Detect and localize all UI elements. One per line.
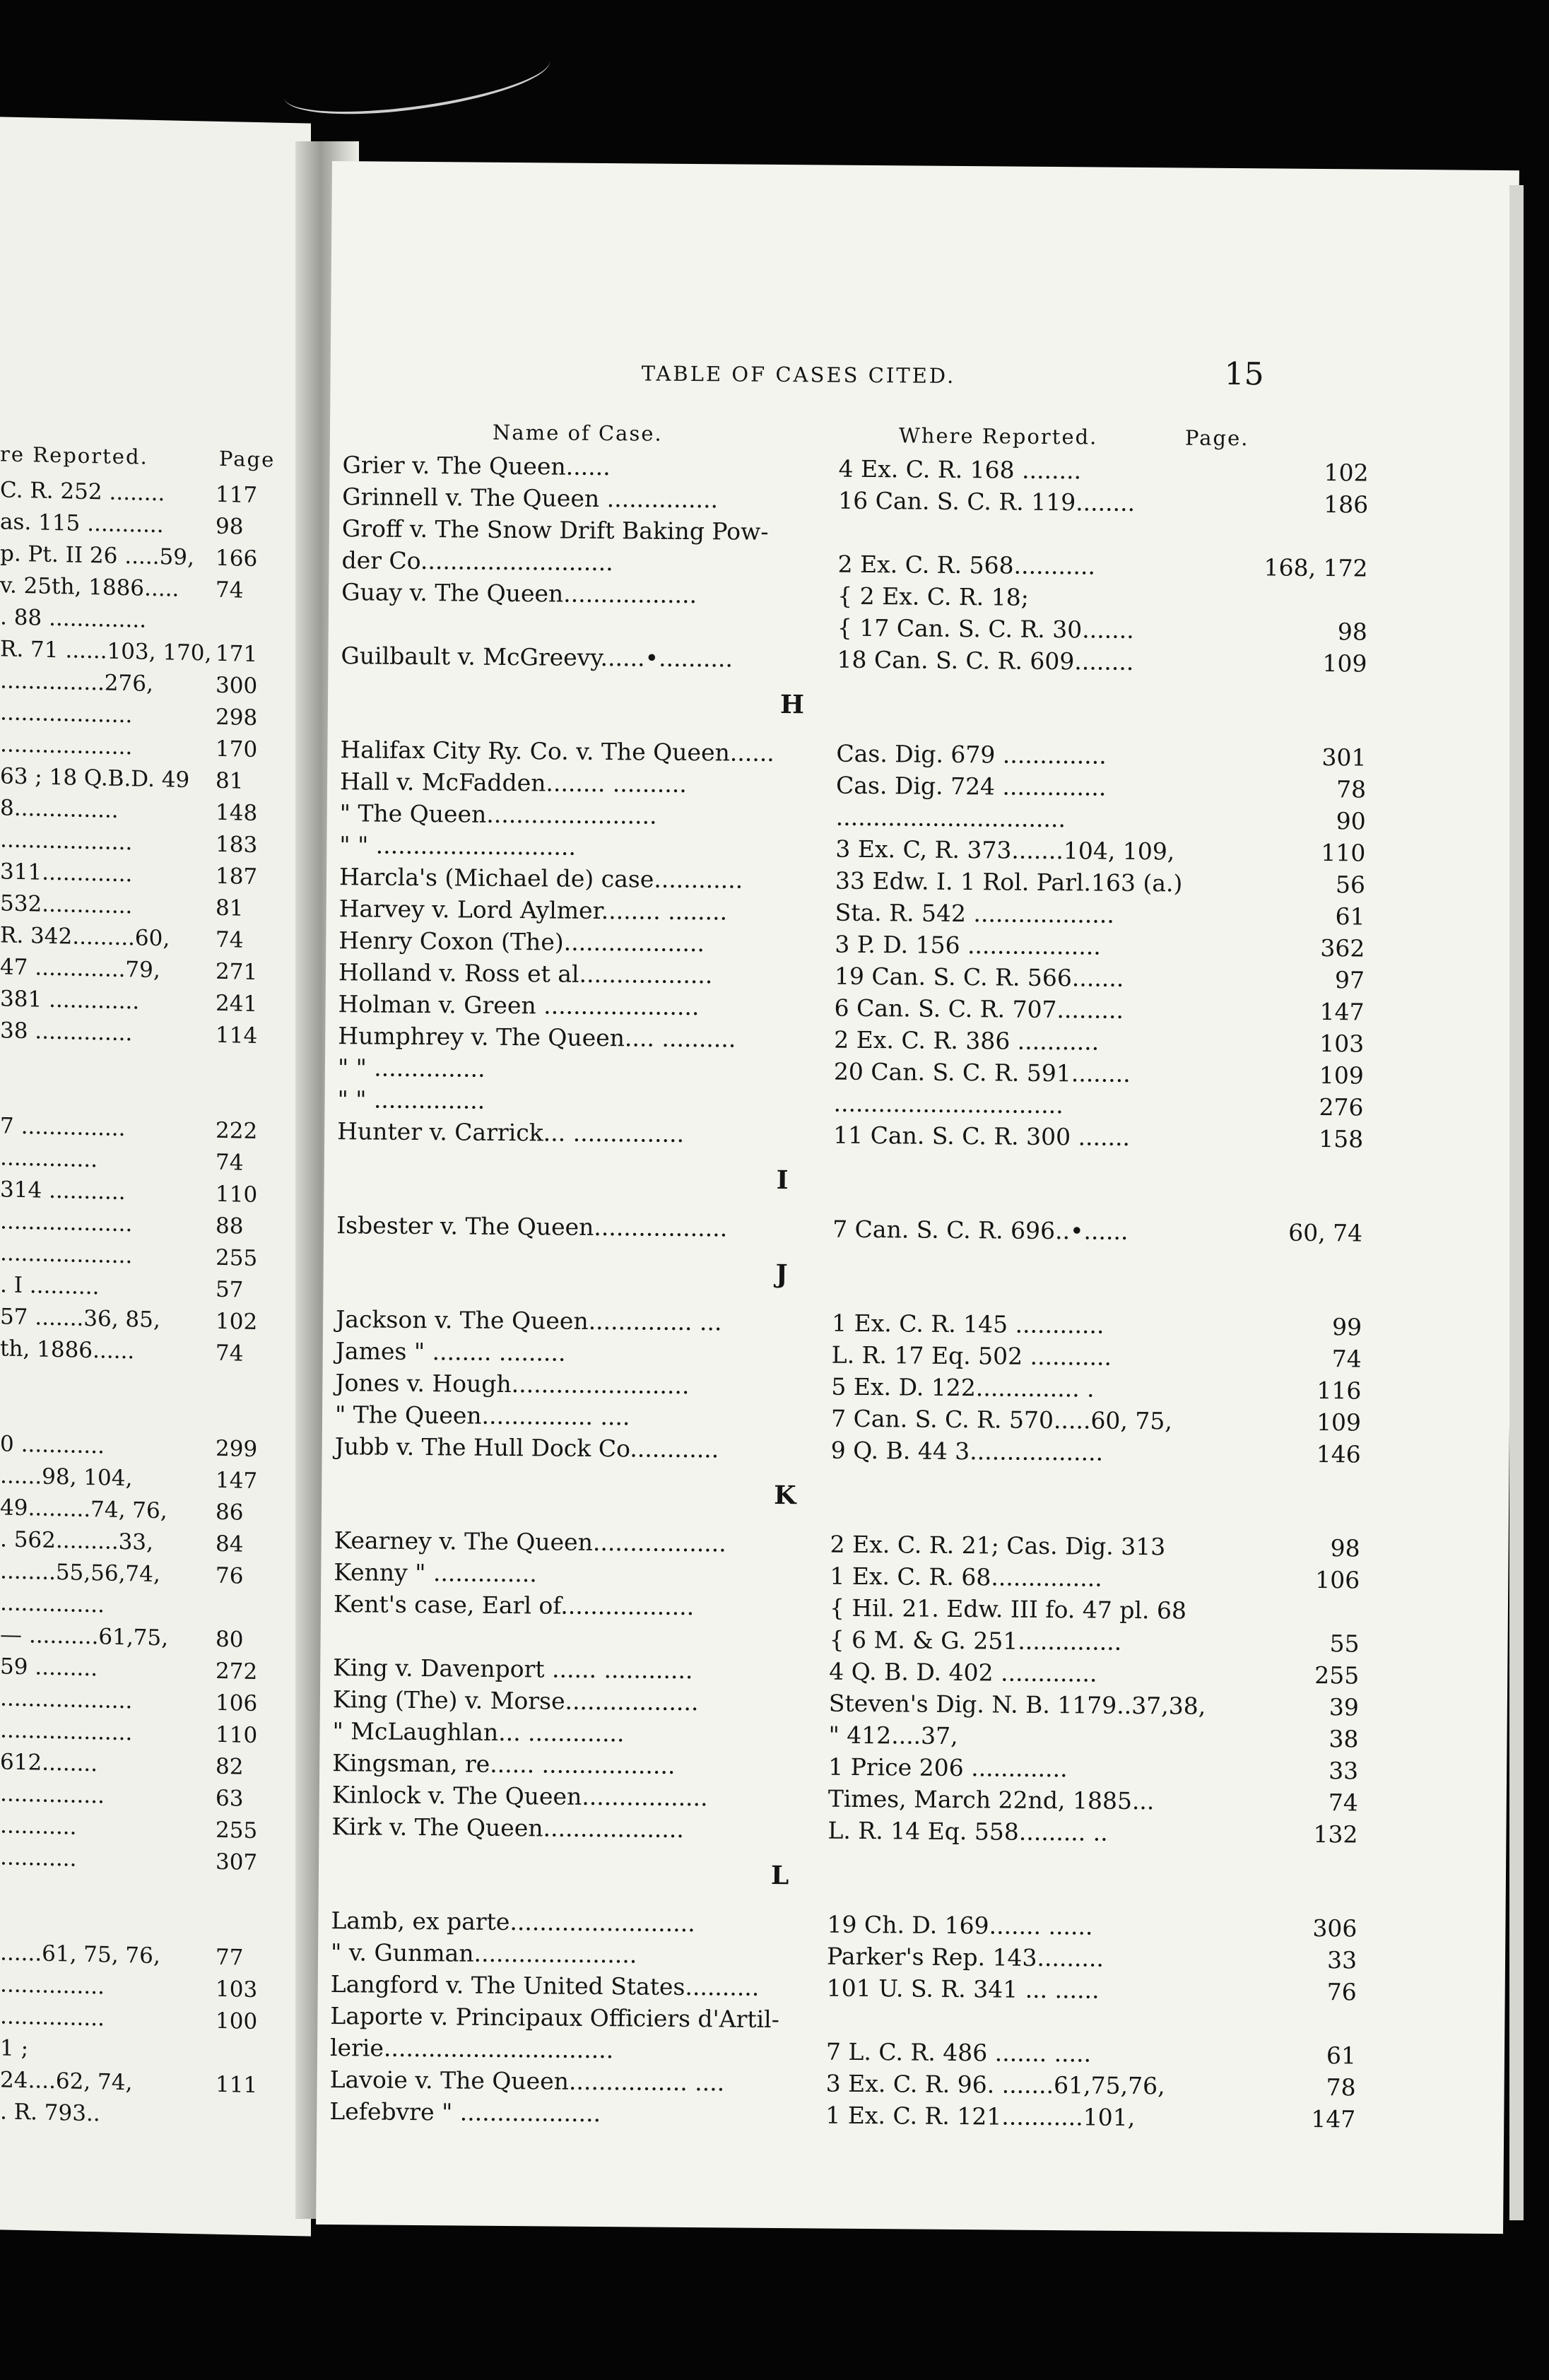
left-row-page: 183 bbox=[216, 831, 258, 859]
where-reported: ............................... bbox=[833, 1089, 1064, 1119]
case-name: Kent's case, Earl of.................. bbox=[333, 1590, 695, 1621]
left-row-page: 106 bbox=[216, 1690, 258, 1717]
left-row-text: ........... bbox=[0, 1844, 77, 1872]
page-ref: 33 bbox=[1326, 1946, 1357, 1974]
case-name: Humphrey v. The Queen.... .......... bbox=[338, 1022, 736, 1053]
left-row bbox=[0, 2067, 258, 2099]
page-ref: 362 bbox=[1320, 934, 1365, 962]
left-row-page: 110 bbox=[216, 1181, 258, 1208]
left-row-text: ............... bbox=[0, 1590, 105, 1618]
section-letter: L bbox=[770, 1860, 789, 1891]
case-name: Kearney v. The Queen.................. bbox=[334, 1526, 726, 1557]
left-row-text: ............... bbox=[0, 1972, 105, 2000]
where-reported: 4 Ex. C. R. 168 ........ bbox=[838, 454, 1082, 485]
case-name: Harvey v. Lord Aylmer........ ........ bbox=[338, 895, 728, 926]
page-ref: 109 bbox=[1319, 1061, 1365, 1090]
case-entries bbox=[329, 451, 1517, 2133]
page-ref: 109 bbox=[1322, 649, 1367, 678]
left-row bbox=[0, 1844, 258, 1876]
case-name: Guay v. The Queen.................. bbox=[341, 578, 697, 609]
left-row bbox=[0, 1749, 244, 1780]
left-row-text: ......61, 75, 76, bbox=[0, 1940, 160, 1969]
left-row-text: ................... bbox=[0, 731, 133, 760]
left-row-page: 80 bbox=[216, 1626, 244, 1653]
left-row-text: 49.........74, 76, bbox=[0, 1495, 167, 1524]
left-row-page: 74 bbox=[216, 926, 244, 953]
left-row-text: — ..........61,75, bbox=[0, 1622, 168, 1651]
where-reported: 3 Ex. C. R. 96. .......61,75,76, bbox=[825, 2069, 1165, 2100]
where-reported: 11 Can. S. C. R. 300 ....... bbox=[833, 1121, 1131, 1151]
where-reported: { 17 Can. S. C. R. 30....... bbox=[837, 613, 1134, 644]
left-row-text: ................... bbox=[0, 827, 133, 856]
left-row bbox=[0, 700, 258, 731]
where-reported: Times, March 22nd, 1885... bbox=[827, 1784, 1155, 1815]
where-reported: ............................... bbox=[835, 803, 1066, 833]
left-row-page: 271 bbox=[216, 958, 258, 986]
case-name: Langford v. The United States.......... bbox=[330, 1970, 760, 2001]
left-row-text: ................... bbox=[0, 1717, 133, 1746]
case-row bbox=[324, 1211, 1497, 1253]
page-ref: 106 bbox=[1315, 1565, 1360, 1594]
left-row-page: 147 bbox=[216, 1467, 258, 1495]
case-name: Grier v. The Queen...... bbox=[342, 451, 611, 481]
case-name: Grinnell v. The Queen ............... bbox=[342, 483, 719, 514]
section-letter: I bbox=[776, 1165, 789, 1196]
where-reported: 4 Q. B. D. 402 ............. bbox=[829, 1657, 1097, 1687]
left-row bbox=[0, 986, 258, 1018]
left-row bbox=[0, 509, 244, 540]
left-row bbox=[0, 1654, 258, 1685]
left-row-page: 102 bbox=[216, 1308, 258, 1336]
left-row-page: 307 bbox=[216, 1849, 258, 1876]
left-row-page: 74 bbox=[216, 577, 244, 603]
case-name: " v. Gunman...................... bbox=[330, 1938, 637, 1969]
left-row-text: ........55,56,74, bbox=[0, 1558, 160, 1588]
page-ref: 158 bbox=[1319, 1125, 1364, 1153]
left-row-page: 255 bbox=[216, 1817, 258, 1844]
page-ref: 76 bbox=[1326, 1978, 1357, 2006]
left-row bbox=[0, 859, 258, 890]
left-row-page: 300 bbox=[216, 672, 258, 700]
left-row-page: 111 bbox=[216, 2071, 258, 2099]
left-row-text: 0 ............ bbox=[0, 1431, 105, 1459]
where-reported: 1 Ex. C. R. 145 ............ bbox=[831, 1309, 1105, 1339]
left-row bbox=[0, 1177, 258, 1208]
left-row bbox=[0, 1431, 258, 1463]
left-row-page: 241 bbox=[216, 990, 258, 1018]
left-row-text: R. 342.........60, bbox=[0, 922, 170, 952]
left-row bbox=[0, 1240, 258, 1272]
case-name: Kinlock v. The Queen................. bbox=[331, 1781, 708, 1812]
page-ref: 78 bbox=[1336, 775, 1367, 803]
where-reported: 19 Ch. D. 169....... ...... bbox=[827, 1910, 1093, 1940]
case-name: " " ........................... bbox=[339, 831, 577, 861]
left-row bbox=[0, 1304, 258, 1336]
left-row bbox=[0, 636, 258, 668]
left-row bbox=[0, 1813, 258, 1844]
page-ref: 97 bbox=[1334, 966, 1365, 994]
case-name: Jackson v. The Queen.............. ... bbox=[335, 1305, 722, 1336]
left-row bbox=[0, 604, 146, 632]
left-row bbox=[0, 2003, 258, 2035]
left-row-text: 311............. bbox=[0, 859, 133, 888]
left-row-page: 77 bbox=[216, 1944, 244, 1971]
left-row bbox=[0, 1336, 244, 1367]
left-row bbox=[0, 1018, 258, 1049]
left-row-page: 187 bbox=[216, 863, 258, 890]
page-ref: 99 bbox=[1331, 1313, 1362, 1341]
col-where-reported: Where Reported. bbox=[898, 423, 1098, 449]
page-ref: 38 bbox=[1329, 1725, 1359, 1753]
where-reported: 1 Ex. C. R. 121...........101, bbox=[825, 2101, 1136, 2132]
left-row-page: 81 bbox=[216, 767, 244, 794]
page-ref: 61 bbox=[1335, 902, 1365, 931]
left-row-text: 532............. bbox=[0, 890, 133, 919]
page-ref: 306 bbox=[1312, 1914, 1357, 1943]
left-page bbox=[0, 117, 311, 2236]
where-reported: L. R. 14 Eq. 558......... .. bbox=[827, 1816, 1108, 1846]
left-row bbox=[0, 1717, 258, 1749]
left-row bbox=[0, 1113, 258, 1145]
where-reported: 9 Q. B. 44 3.................. bbox=[830, 1436, 1104, 1466]
where-reported: { Hil. 21. Edw. III fo. 47 pl. 68 bbox=[829, 1593, 1187, 1625]
left-row-text: C. R. 252 ........ bbox=[0, 477, 165, 507]
left-row-page: 74 bbox=[216, 1340, 244, 1367]
case-name: King (The) v. Morse.................. bbox=[332, 1685, 699, 1716]
page-ref: 132 bbox=[1313, 1820, 1358, 1849]
left-row-page: 86 bbox=[216, 1499, 244, 1526]
left-row-text: ........... bbox=[0, 1813, 77, 1840]
case-name: Holman v. Green ..................... bbox=[338, 990, 700, 1021]
left-row-page: 74 bbox=[216, 1149, 244, 1176]
page-ref: 90 bbox=[1336, 807, 1366, 835]
left-row-page: 222 bbox=[216, 1117, 258, 1145]
case-name: Lavoie v. The Queen................ .... bbox=[329, 2066, 725, 2097]
where-reported: Cas. Dig. 724 .............. bbox=[835, 771, 1107, 801]
right-page bbox=[316, 161, 1519, 2234]
left-row-text: ......98, 104, bbox=[0, 1463, 133, 1492]
left-row-text: . R. 793.. bbox=[0, 2099, 100, 2127]
case-name: " The Queen....................... bbox=[339, 799, 657, 830]
case-name: Hall v. McFadden........ .......... bbox=[339, 767, 687, 798]
section-letter: K bbox=[774, 1480, 796, 1511]
left-row bbox=[0, 1208, 244, 1239]
film-scratch bbox=[280, 31, 554, 127]
left-row-text: ............... bbox=[0, 2003, 105, 2032]
left-row-page: 166 bbox=[216, 545, 258, 572]
left-row bbox=[0, 1558, 244, 1589]
left-row bbox=[0, 1495, 244, 1526]
page-ref: 102 bbox=[1324, 459, 1369, 487]
left-row-page: 114 bbox=[216, 1022, 258, 1049]
page-edge bbox=[1509, 185, 1524, 2220]
page-ref: 60, 74 bbox=[1288, 1218, 1363, 1247]
section-letter: J bbox=[775, 1259, 788, 1290]
left-row-text: p. Pt. II 26 .....59, bbox=[0, 541, 194, 571]
case-name: Lefebvre " ................... bbox=[329, 2097, 601, 2128]
where-reported: 2 Ex. C. R. 21; Cas. Dig. 313 bbox=[830, 1530, 1166, 1561]
case-name: Kirk v. The Queen................... bbox=[331, 1813, 685, 1843]
where-reported: 20 Can. S. C. R. 591........ bbox=[833, 1057, 1131, 1088]
where-reported: Steven's Dig. N. B. 1179..37,38, bbox=[828, 1689, 1206, 1720]
case-name: King v. Davenport ...... ............ bbox=[333, 1654, 693, 1685]
left-row-text: 38 .............. bbox=[0, 1018, 133, 1047]
case-name: Isbester v. The Queen.................. bbox=[336, 1211, 728, 1242]
left-row-page: 84 bbox=[216, 1531, 244, 1557]
case-name: Lamb, ex parte......................... bbox=[331, 1907, 695, 1938]
where-reported: 18 Can. S. C. R. 609........ bbox=[837, 645, 1134, 676]
page-ref: 56 bbox=[1335, 871, 1366, 899]
left-row bbox=[0, 2099, 100, 2126]
left-row-page: 88 bbox=[216, 1213, 244, 1239]
left-row-page: 100 bbox=[216, 2008, 258, 2035]
left-row-text: . 562.........33, bbox=[0, 1526, 153, 1555]
left-row bbox=[0, 1940, 244, 1971]
case-name: Kenny " .............. bbox=[334, 1558, 537, 1588]
case-name: " " ............... bbox=[337, 1085, 485, 1114]
where-reported: " 412....37, bbox=[828, 1721, 958, 1750]
where-reported: 1 Price 206 ............. bbox=[828, 1752, 1068, 1783]
left-row bbox=[0, 795, 258, 827]
left-row-page: 98 bbox=[216, 513, 244, 540]
where-reported: Sta. R. 542 ................... bbox=[835, 898, 1114, 929]
left-row bbox=[0, 1272, 244, 1303]
left-row bbox=[0, 827, 258, 859]
page-ref: 186 bbox=[1324, 490, 1369, 519]
left-row-text: 57 .......36, 85, bbox=[0, 1304, 160, 1333]
left-row-text: 314 ........... bbox=[0, 1177, 126, 1206]
case-name: der Co.......................... bbox=[341, 546, 613, 577]
left-row-page: 117 bbox=[216, 481, 258, 509]
case-name: Laporte v. Principaux Officiers d'Artil- bbox=[330, 2002, 779, 2034]
case-name: Henry Coxon (The)................... bbox=[338, 926, 705, 958]
left-row-text: v. 25th, 1886..... bbox=[0, 572, 179, 602]
section-letter: H bbox=[779, 690, 805, 720]
left-col-where: re Reported. bbox=[0, 442, 148, 469]
left-row-text: as. 115 ........... bbox=[0, 509, 164, 538]
left-row bbox=[0, 572, 244, 603]
col-page: Page. bbox=[1184, 425, 1249, 451]
left-row bbox=[0, 1590, 105, 1618]
left-row bbox=[0, 731, 258, 763]
left-row-page: 81 bbox=[216, 895, 244, 921]
page-ref: 103 bbox=[1319, 1030, 1365, 1058]
where-reported: { 2 Ex. C. R. 18; bbox=[837, 582, 1029, 611]
page-ref: 109 bbox=[1316, 1408, 1362, 1437]
page-ref: 301 bbox=[1321, 743, 1367, 772]
case-name: Groff v. The Snow Drift Baking Pow- bbox=[341, 514, 769, 546]
left-row-text: 24....62, 74, bbox=[0, 2067, 133, 2096]
case-name: James " ........ ......... bbox=[335, 1337, 566, 1367]
left-row-page: 103 bbox=[216, 1976, 258, 2003]
where-reported: { 6 M. & G. 251.............. bbox=[829, 1625, 1122, 1656]
case-name: " " ............... bbox=[337, 1054, 485, 1083]
page-ref: 147 bbox=[1311, 2104, 1356, 2133]
case-name: Jubb v. The Hull Dock Co............ bbox=[334, 1432, 719, 1463]
left-row-text: 612........ bbox=[0, 1749, 98, 1777]
left-row bbox=[0, 1622, 244, 1653]
left-row-page: 255 bbox=[216, 1244, 258, 1272]
case-name: Harcla's (Michael de) case............ bbox=[338, 863, 743, 894]
left-col-page: Page bbox=[219, 446, 276, 472]
page-ref: 276 bbox=[1319, 1093, 1364, 1121]
left-row bbox=[0, 1781, 244, 1812]
where-reported: 2 Ex. C. R. 386 ........... bbox=[834, 1025, 1100, 1056]
left-row bbox=[0, 1685, 258, 1717]
left-row-text: ................... bbox=[0, 1240, 133, 1269]
left-row-text: .............. bbox=[0, 1145, 98, 1173]
left-row-text: 8............... bbox=[0, 795, 119, 823]
page-ref: 146 bbox=[1316, 1439, 1361, 1468]
where-reported: 101 U. S. R. 341 ... ...... bbox=[826, 1974, 1100, 2004]
left-row-text: ................... bbox=[0, 1208, 133, 1237]
left-row-text: 47 .............79, bbox=[0, 954, 160, 984]
left-row-page: 110 bbox=[216, 1721, 258, 1749]
left-row-page: 148 bbox=[216, 799, 258, 827]
left-row-text: 1 ; bbox=[0, 2035, 29, 2062]
page-ref: 78 bbox=[1326, 2073, 1356, 2102]
left-row bbox=[0, 477, 258, 509]
where-reported: 7 Can. S. C. R. 696..•...... bbox=[832, 1215, 1129, 1245]
page-ref: 98 bbox=[1337, 618, 1367, 646]
where-reported: Parker's Rep. 143......... bbox=[826, 1942, 1105, 1972]
where-reported: L. R. 17 Eq. 502 ........... bbox=[831, 1341, 1112, 1371]
left-row-text: . I .......... bbox=[0, 1272, 100, 1300]
left-row-text: ................... bbox=[0, 700, 133, 729]
case-name: " McLaughlan... ............. bbox=[332, 1717, 625, 1748]
where-reported: 6 Can. S. C. R. 707......... bbox=[834, 994, 1124, 1024]
where-reported: 3 P. D. 156 .................. bbox=[835, 930, 1102, 960]
left-row bbox=[0, 890, 244, 921]
left-row-page: 76 bbox=[216, 1562, 244, 1589]
case-name: Holland v. Ross et al.................. bbox=[338, 958, 713, 989]
case-name: Kingsman, re...... .................. bbox=[332, 1749, 676, 1779]
left-row-text: 7 ............... bbox=[0, 1113, 126, 1142]
left-row-text: . 88 .............. bbox=[0, 604, 146, 633]
where-reported: 19 Can. S. C. R. 566....... bbox=[834, 962, 1124, 992]
page-ref: 147 bbox=[1319, 998, 1365, 1026]
left-row bbox=[0, 1463, 258, 1495]
left-row-page: 57 bbox=[216, 1276, 244, 1303]
left-row-page: 170 bbox=[216, 736, 258, 763]
where-reported: Cas. Dig. 679 .............. bbox=[836, 739, 1107, 770]
running-title: TABLE OF CASES CITED. bbox=[641, 361, 956, 388]
left-row bbox=[0, 954, 258, 986]
page-ref: 168, 172 bbox=[1264, 553, 1368, 582]
page-ref: 74 bbox=[1331, 1345, 1362, 1373]
col-name-of-case: Name of Case. bbox=[492, 420, 663, 446]
where-reported: 16 Can. S. C. R. 119........ bbox=[838, 486, 1136, 517]
page-ref: 61 bbox=[1326, 2042, 1357, 2070]
case-name: Guilbault v. McGreevy......•.......... bbox=[341, 642, 734, 673]
where-reported: 2 Ex. C. R. 568........... bbox=[837, 550, 1096, 580]
left-row-text: ................... bbox=[0, 1685, 133, 1714]
left-row-page: 63 bbox=[216, 1785, 244, 1812]
where-reported: 3 Ex. C, R. 373.......104, 109, bbox=[835, 835, 1175, 866]
left-row-page: 272 bbox=[216, 1658, 258, 1685]
where-reported: 5 Ex. D. 122.............. . bbox=[831, 1372, 1095, 1403]
case-name: lerie............................... bbox=[329, 2034, 614, 2064]
left-row bbox=[0, 1972, 258, 2003]
page-ref: 74 bbox=[1328, 1789, 1358, 1817]
left-row-page: 82 bbox=[216, 1753, 244, 1780]
left-row-text: 59 ......... bbox=[0, 1654, 98, 1682]
left-row bbox=[0, 2035, 28, 2061]
left-row-page: 299 bbox=[216, 1435, 258, 1463]
where-reported: 33 Edw. I. 1 Rol. Parl.163 (a.) bbox=[835, 866, 1183, 897]
case-name: Jones v. Hough........................ bbox=[335, 1369, 690, 1400]
case-name: Hunter v. Carrick... ............... bbox=[337, 1117, 685, 1148]
left-row bbox=[0, 668, 258, 700]
page-ref: 55 bbox=[1329, 1630, 1360, 1658]
left-row bbox=[0, 541, 258, 572]
left-row-text: 63 ; 18 Q.B.D. 49 bbox=[0, 763, 190, 794]
page-ref: 39 bbox=[1329, 1693, 1360, 1721]
left-row-text: th, 1886...... bbox=[0, 1336, 135, 1365]
left-row-text: ...............276, bbox=[0, 668, 153, 697]
case-name: " The Queen............... .... bbox=[334, 1401, 630, 1431]
case-name: Halifax City Ry. Co. v. The Queen...... bbox=[340, 736, 774, 767]
page-ref: 33 bbox=[1329, 1757, 1359, 1785]
left-row bbox=[0, 922, 244, 953]
page-number: 15 bbox=[1224, 355, 1264, 393]
left-row bbox=[0, 763, 244, 794]
left-row bbox=[0, 1526, 244, 1557]
left-row-text: ............... bbox=[0, 1781, 105, 1809]
where-reported: 1 Ex. C. R. 68............... bbox=[830, 1562, 1102, 1592]
page-ref: 255 bbox=[1314, 1661, 1360, 1690]
left-row bbox=[0, 1145, 244, 1176]
left-row-text: R. 71 ......103, 170, bbox=[0, 636, 212, 666]
where-reported: 7 Can. S. C. R. 570.....60, 75, bbox=[830, 1404, 1173, 1435]
page-ref: 98 bbox=[1330, 1534, 1360, 1562]
page-ref: 110 bbox=[1321, 839, 1366, 867]
left-row-text: 381 ............. bbox=[0, 986, 140, 1015]
where-reported: 7 L. C. R. 486 ....... ..... bbox=[825, 2037, 1092, 2068]
left-row-page: 171 bbox=[216, 640, 258, 668]
page-ref: 116 bbox=[1317, 1376, 1362, 1405]
left-row-page: 298 bbox=[216, 704, 258, 731]
